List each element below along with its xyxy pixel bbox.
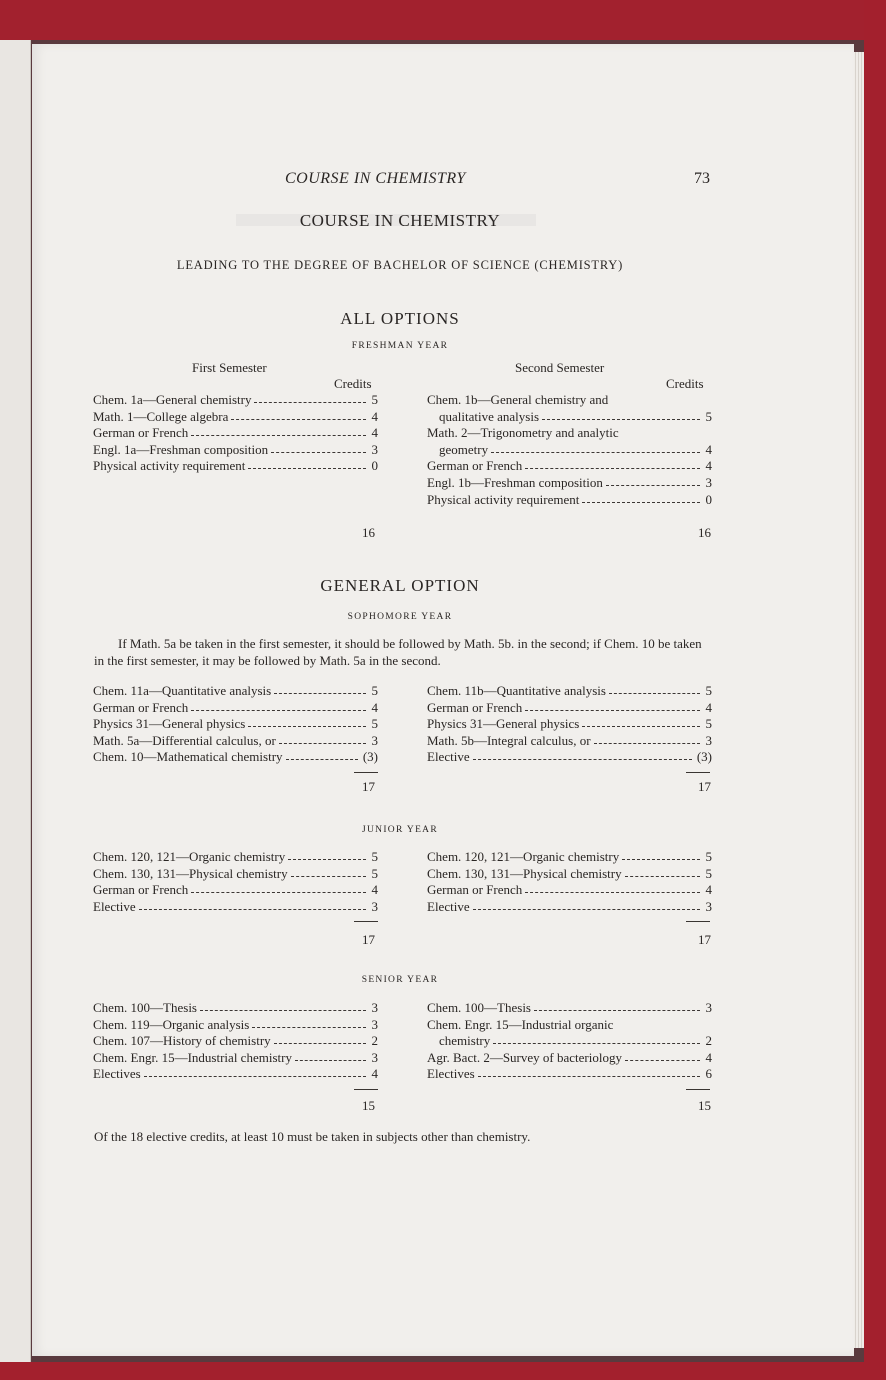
course-row — [93, 1017, 378, 1034]
course-row — [427, 683, 712, 700]
course-name: Physical activity requirement — [93, 458, 246, 474]
course-credits: (3) — [362, 749, 378, 765]
course-name: Chem. 100—Thesis — [93, 1000, 197, 1015]
course-name: Physics 31—General physics — [93, 716, 246, 732]
dot-leader — [248, 726, 366, 727]
course-name: German or French — [93, 425, 189, 441]
course-credits: 5 — [705, 716, 712, 732]
course-credits: 3 — [371, 732, 378, 748]
course-name: Elective — [93, 898, 136, 914]
course-credits: 4 — [705, 882, 712, 898]
facing-page-edge — [0, 40, 31, 1362]
course-name: Chem. 10—Mathematical chemistry — [93, 749, 283, 765]
first-semester-heading: First Semester — [192, 360, 267, 375]
dot-leader — [271, 452, 366, 453]
course-row — [427, 1033, 712, 1050]
course-name: Chem. 107—History of chemistry — [93, 1033, 271, 1049]
senior-total-first: 15 — [362, 1098, 375, 1113]
course-credits: 5 — [371, 683, 378, 698]
elective-footnote: Of the 18 elective credits, at least 10 must be taken in subjects other than chemistry. — [94, 1129, 531, 1144]
course-row — [93, 425, 378, 442]
course-row — [93, 866, 378, 883]
course-name: German or French — [427, 458, 523, 474]
course-name: Chem. 100—Thesis — [427, 1000, 531, 1015]
sophomore-rule-second — [686, 772, 710, 773]
course-name: Physics 31—General physics — [427, 716, 580, 732]
course-name: Chem. 119—Organic analysis — [93, 1016, 250, 1032]
course-row — [427, 1050, 712, 1067]
book-cover-top — [0, 0, 886, 40]
course-credits: 4 — [705, 699, 712, 715]
course-name: chemistry — [439, 1033, 491, 1049]
course-credits: 3 — [705, 732, 712, 748]
course-name: Chem. 11a—Quantitative analysis — [93, 683, 272, 698]
course-credits: 5 — [705, 865, 712, 881]
course-name: Chem. 130, 131—Physical chemistry — [93, 865, 288, 881]
junior-rule-second — [686, 921, 710, 922]
course-credits: 4 — [705, 458, 712, 474]
course-name: geometry — [439, 441, 489, 457]
dot-leader — [291, 876, 366, 877]
course-row — [93, 1066, 378, 1083]
sophomore-total-first: 17 — [362, 779, 375, 794]
dot-leader — [594, 743, 700, 744]
course-row — [93, 683, 378, 700]
course-credits: 0 — [371, 458, 378, 474]
course-credits: 4 — [371, 699, 378, 715]
dot-leader — [622, 859, 700, 860]
course-row — [93, 899, 378, 916]
course-row — [93, 733, 378, 750]
course-credits: 4 — [705, 441, 712, 457]
course-name-line: Chem. 1b—General chemistry and — [427, 392, 609, 407]
running-title: COURSE IN CHEMISTRY — [285, 170, 466, 187]
course-row — [93, 409, 378, 426]
course-name: Elective — [427, 898, 470, 914]
page-title: COURSE IN CHEMISTRY — [299, 211, 501, 230]
dot-leader — [252, 1027, 366, 1028]
course-row — [93, 1050, 378, 1067]
course-row — [427, 733, 712, 750]
course-credits: 4 — [705, 1049, 712, 1065]
sophomore-rule-first — [354, 772, 378, 773]
course-name: Electives — [93, 1066, 141, 1082]
course-name: Chem. 1a—General chemistry — [93, 392, 252, 407]
course-row — [427, 475, 712, 492]
book-cover-bottom — [0, 1362, 886, 1380]
sophomore-total-second: 17 — [698, 779, 711, 794]
dot-leader — [274, 1043, 366, 1044]
dot-leader — [248, 468, 366, 469]
course-name: Math. 5b—Integral calculus, or — [427, 732, 591, 748]
dot-leader — [525, 468, 700, 469]
course-name: Engl. 1b—Freshman composition — [427, 475, 603, 490]
dot-leader — [606, 485, 700, 486]
course-name: Math. 5a—Differential calculus, or — [93, 732, 276, 748]
course-credits: 5 — [371, 865, 378, 881]
senior-total-second: 15 — [698, 1098, 711, 1113]
course-row — [93, 749, 378, 766]
course-row — [93, 442, 378, 459]
senior-rule-first — [354, 1089, 378, 1090]
page-number: 73 — [694, 170, 710, 187]
dot-leader — [139, 909, 366, 910]
course-credits: 5 — [705, 408, 712, 424]
dot-leader — [279, 743, 366, 744]
dot-leader — [525, 892, 700, 893]
course-row — [93, 1000, 378, 1017]
dot-leader — [191, 892, 366, 893]
course-row — [427, 849, 712, 866]
dot-leader — [200, 1010, 366, 1011]
dot-leader — [582, 726, 700, 727]
dot-leader — [491, 452, 700, 453]
course-credits: 0 — [705, 491, 712, 507]
course-name: Electives — [427, 1066, 475, 1082]
running-head — [90, 170, 710, 194]
course-credits: 3 — [705, 1000, 712, 1015]
course-name: German or French — [427, 882, 523, 898]
course-name: Chem. 11b—Quantitative analysis — [427, 683, 606, 698]
dot-leader — [191, 710, 366, 711]
course-name-line: Chem. Engr. 15—Industrial organic — [427, 1016, 614, 1032]
sophomore-note: If Math. 5a be taken in the first semester, it should be followed by Math. 5b. in the second; if Chem. 10 be taken in the first semester, it may be followed by Math. 5a in the second. — [94, 636, 702, 668]
dot-leader — [191, 435, 366, 436]
dot-leader — [286, 759, 358, 760]
dot-leader — [625, 1060, 700, 1061]
second-semester-heading: Second Semester — [515, 360, 605, 375]
course-name: Chem. 120, 121—Organic chemistry — [93, 849, 286, 864]
course-credits: 3 — [371, 1000, 378, 1015]
course-credits: 4 — [371, 882, 378, 898]
course-row — [93, 849, 378, 866]
course-credits: 3 — [371, 441, 378, 457]
course-name: Engl. 1a—Freshman composition — [93, 441, 269, 457]
course-name: Physical activity requirement — [427, 491, 580, 507]
course-credits: 5 — [371, 849, 378, 864]
dot-leader — [473, 759, 692, 760]
dot-leader — [609, 693, 700, 694]
dot-leader — [254, 402, 366, 403]
course-name: Chem. Engr. 15—Industrial chemistry — [93, 1049, 292, 1065]
course-credits: (3) — [696, 749, 712, 765]
dot-leader — [473, 909, 700, 910]
section-title-all-options: ALL OPTIONS — [340, 309, 460, 328]
course-row — [93, 458, 378, 475]
year-label-freshman: FRESHMAN YEAR — [351, 341, 449, 351]
course-row — [427, 899, 712, 916]
course-row — [427, 409, 712, 426]
course-credits: 3 — [705, 475, 712, 490]
course-row — [427, 492, 712, 509]
course-row — [93, 392, 378, 409]
course-row — [93, 1033, 378, 1050]
dot-leader — [493, 1043, 700, 1044]
freshman-total-first: 16 — [362, 525, 375, 540]
book-cover-edge — [864, 0, 886, 1380]
course-row — [427, 1066, 712, 1083]
junior-total-second: 17 — [698, 932, 711, 947]
course-credits: 6 — [705, 1066, 712, 1082]
course-name-line: Math. 2—Trigonometry and analytic — [427, 425, 619, 441]
course-row — [93, 700, 378, 717]
freshman-total-second: 16 — [698, 525, 711, 540]
course-name: German or French — [427, 699, 523, 715]
section-title-general-option: GENERAL OPTION — [320, 576, 480, 595]
course-credits: 2 — [705, 1033, 712, 1049]
course-row — [93, 882, 378, 899]
course-credits: 5 — [371, 392, 378, 407]
course-row — [93, 716, 378, 733]
course-row — [427, 749, 712, 766]
dot-leader — [288, 859, 366, 860]
course-name: German or French — [93, 699, 189, 715]
junior-total-first: 17 — [362, 932, 375, 947]
course-row — [427, 866, 712, 883]
page-subtitle: LEADING TO THE DEGREE OF BACHELOR OF SCIENCE (CHEMISTRY) — [176, 258, 624, 272]
course-row — [427, 882, 712, 899]
course-row — [427, 442, 712, 459]
course-name: Elective — [427, 749, 470, 765]
year-label-senior: SENIOR YEAR — [361, 975, 439, 985]
course-credits: 3 — [371, 1016, 378, 1032]
course-name: Math. 1—College algebra — [93, 408, 229, 424]
course-row — [427, 1000, 712, 1017]
course-credits: 5 — [371, 716, 378, 732]
dot-leader — [274, 693, 366, 694]
course-credits: 3 — [371, 1049, 378, 1065]
dot-leader — [534, 1010, 700, 1011]
course-row — [427, 458, 712, 475]
course-credits: 5 — [705, 683, 712, 698]
course-row — [427, 700, 712, 717]
course-credits: 4 — [371, 408, 378, 424]
course-credits: 4 — [371, 425, 378, 441]
dot-leader — [542, 419, 700, 420]
course-credits: 3 — [371, 898, 378, 914]
course-name: German or French — [93, 882, 189, 898]
dot-leader — [525, 710, 700, 711]
credits-heading-first: Credits — [334, 376, 372, 391]
junior-rule-first — [354, 921, 378, 922]
dot-leader — [295, 1060, 366, 1061]
dot-leader — [144, 1076, 366, 1077]
course-name: qualitative analysis — [439, 408, 540, 424]
course-name: Chem. 120, 121—Organic chemistry — [427, 849, 620, 864]
course-credits: 2 — [371, 1033, 378, 1049]
senior-rule-second — [686, 1089, 710, 1090]
dot-leader — [582, 502, 700, 503]
dot-leader — [231, 419, 366, 420]
credits-heading-second: Credits — [666, 376, 704, 391]
dot-leader — [478, 1076, 700, 1077]
course-credits: 4 — [371, 1066, 378, 1082]
year-label-sophomore: SOPHOMORE YEAR — [347, 612, 453, 622]
course-credits: 3 — [705, 898, 712, 914]
course-credits: 5 — [705, 849, 712, 864]
course-name: Chem. 130, 131—Physical chemistry — [427, 865, 622, 881]
course-name: Agr. Bact. 2—Survey of bacteriology — [427, 1049, 622, 1065]
course-row — [427, 716, 712, 733]
year-label-junior: JUNIOR YEAR — [362, 825, 438, 835]
dot-leader — [625, 876, 700, 877]
